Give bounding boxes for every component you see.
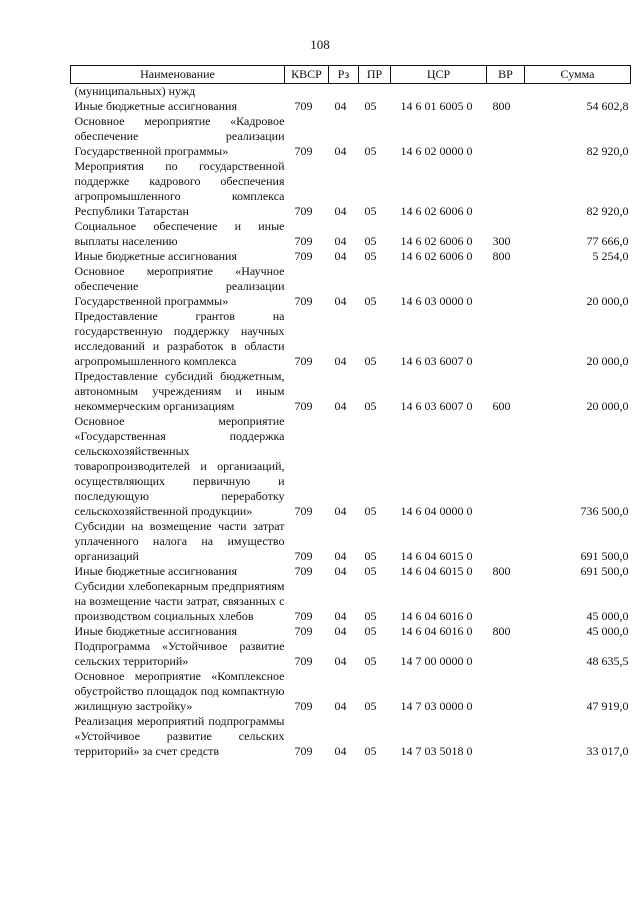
table-row: [71, 219, 631, 249]
col-header-csr: ЦСР: [391, 66, 487, 84]
row-kvsr: 709: [294, 249, 313, 263]
row-rz: [329, 84, 359, 100]
row-name: Основное мероприятие «Научное обеспечение реализации Государственной программы»: [74, 264, 285, 308]
row-kvsr: 709: [294, 99, 313, 113]
row-pr: 05: [364, 234, 377, 248]
row-csr: 14 7 03 0000 0: [400, 699, 473, 713]
row-rz: 04: [334, 249, 347, 263]
row-kvsr: 709: [294, 549, 313, 563]
row-kvsr: 709: [294, 624, 313, 638]
row-csr: 14 6 02 6006 0: [400, 204, 473, 218]
row-pr: 05: [364, 354, 377, 368]
table-row: [71, 84, 631, 100]
row-csr: 14 6 02 6006 0: [400, 234, 473, 248]
row-vr: [487, 159, 525, 219]
row-csr: 14 7 03 5018 0: [400, 744, 473, 758]
row-csr: 14 7 00 0000 0: [400, 654, 473, 668]
row-csr: 14 6 04 6015 0: [400, 549, 473, 563]
row-rz: 04: [334, 699, 347, 713]
table-row: [71, 159, 631, 219]
row-name: Основное мероприятие «Комплексное обустройство площадок под компактную жилищную застройку»: [74, 669, 285, 713]
row-name: Иные бюджетные ассигнования: [74, 624, 237, 638]
row-rz: 04: [334, 549, 347, 563]
table-row: [71, 99, 631, 114]
row-vr: [487, 309, 525, 369]
table-row: [71, 414, 631, 519]
row-pr: 05: [364, 504, 377, 518]
row-name: Предоставление грантов на государственную поддержку научных исследований и разработок в области агропромышленного комплекса: [74, 309, 285, 368]
table-row: [71, 669, 631, 714]
row-sum: 691 500,0: [580, 549, 629, 563]
table-row: [71, 114, 631, 159]
table-row: [71, 624, 631, 639]
row-kvsr: [285, 84, 329, 100]
row-csr: 14 6 03 0000 0: [400, 294, 473, 308]
col-header-kvsr: КВСР: [285, 66, 329, 84]
row-sum: 77 666,0: [586, 234, 629, 248]
row-kvsr: 709: [294, 744, 313, 758]
row-vr: 800: [492, 249, 511, 263]
table-row: [71, 579, 631, 624]
col-header-rz: Рз: [329, 66, 359, 84]
row-name: Иные бюджетные ассигнования: [74, 249, 237, 263]
row-rz: 04: [334, 609, 347, 623]
row-vr: [487, 414, 525, 519]
row-rz: 04: [334, 294, 347, 308]
row-name: Субсидии хлебопекарным предприятиям на возмещение части затрат, связанных с производством социальных хлебов: [74, 579, 285, 623]
table-row: [71, 519, 631, 564]
row-pr: 05: [364, 249, 377, 263]
col-header-name: Наименование: [71, 66, 285, 84]
table-header: [71, 66, 631, 84]
row-csr: 14 6 01 6005 0: [400, 99, 473, 113]
row-csr: [391, 84, 487, 100]
row-sum: 20 000,0: [586, 294, 629, 308]
row-pr: 05: [364, 744, 377, 758]
row-rz: 04: [334, 144, 347, 158]
row-rz: 04: [334, 654, 347, 668]
row-name: Предоставление субсидий бюджетным, автономным учреждениям и иным некоммерческим организациям: [74, 369, 285, 413]
table-row: [71, 369, 631, 414]
row-vr: 600: [492, 399, 511, 413]
page-number: 108: [310, 37, 330, 52]
row-vr: 800: [492, 564, 511, 578]
row-kvsr: 709: [294, 609, 313, 623]
row-kvsr: 709: [294, 234, 313, 248]
row-csr: 14 6 04 6016 0: [400, 624, 473, 638]
row-pr: 05: [364, 294, 377, 308]
table-row: [71, 714, 631, 759]
row-sum: 54 602,8: [586, 99, 629, 113]
table-row: [71, 309, 631, 369]
col-header-pr: ПР: [359, 66, 391, 84]
row-pr: 05: [364, 144, 377, 158]
row-kvsr: 709: [294, 354, 313, 368]
row-pr: 05: [364, 99, 377, 113]
row-csr: 14 6 04 6016 0: [400, 609, 473, 623]
row-sum: 48 635,5: [586, 654, 629, 668]
row-pr: 05: [364, 609, 377, 623]
row-sum: 736 500,0: [580, 504, 629, 518]
row-kvsr: 709: [294, 654, 313, 668]
row-name: Мероприятия по государственной поддержке кадрового обеспечения агропромышленного комплекса Республики Татарстан: [74, 159, 285, 218]
row-kvsr: 709: [294, 504, 313, 518]
row-vr: [487, 84, 525, 100]
budget-table: [70, 65, 631, 759]
row-vr: 800: [492, 624, 511, 638]
row-kvsr: 709: [294, 144, 313, 158]
row-rz: 04: [334, 99, 347, 113]
row-sum: 5 254,0: [592, 249, 629, 263]
row-kvsr: 709: [294, 564, 313, 578]
col-header-vr: ВР: [487, 66, 525, 84]
row-sum: 82 920,0: [586, 204, 629, 218]
row-sum: 47 919,0: [586, 699, 629, 713]
row-csr: 14 6 04 0000 0: [400, 504, 473, 518]
row-name: Иные бюджетные ассигнования: [74, 99, 237, 113]
row-rz: 04: [334, 624, 347, 638]
row-name: Иные бюджетные ассигнования: [74, 564, 237, 578]
row-sum: 82 920,0: [586, 144, 629, 158]
row-pr: 05: [364, 399, 377, 413]
row-name: Подпрограмма «Устойчивое развитие сельских территорий»: [74, 639, 285, 668]
row-vr: [487, 714, 525, 759]
row-pr: 05: [364, 699, 377, 713]
row-name: (муниципальных) нужд: [74, 84, 196, 98]
table-row: [71, 639, 631, 669]
row-vr: [487, 669, 525, 714]
row-kvsr: 709: [294, 204, 313, 218]
row-pr: [359, 84, 391, 100]
row-sum: 20 000,0: [586, 399, 629, 413]
row-vr: [487, 264, 525, 309]
row-name: Основное мероприятие «Кадровое обеспечение реализации Государственной программы»: [74, 114, 285, 158]
table-body: [71, 84, 631, 760]
row-rz: 04: [334, 744, 347, 758]
row-csr: 14 6 02 6006 0: [400, 249, 473, 263]
row-rz: 04: [334, 564, 347, 578]
row-sum: [525, 84, 631, 100]
row-rz: 04: [334, 504, 347, 518]
row-csr: 14 6 03 6007 0: [400, 399, 473, 413]
col-header-sum: Сумма: [525, 66, 631, 84]
row-pr: 05: [364, 564, 377, 578]
row-sum: 45 000,0: [586, 624, 629, 638]
row-pr: 05: [364, 624, 377, 638]
row-csr: 14 6 04 6015 0: [400, 564, 473, 578]
row-kvsr: 709: [294, 399, 313, 413]
row-name: Социальное обеспечение и иные выплаты населению: [74, 219, 285, 248]
table-row: [71, 264, 631, 309]
row-kvsr: 709: [294, 294, 313, 308]
row-rz: 04: [334, 204, 347, 218]
row-sum: 45 000,0: [586, 609, 629, 623]
row-vr: [487, 114, 525, 159]
row-vr: 300: [492, 234, 511, 248]
row-sum: 20 000,0: [586, 354, 629, 368]
row-csr: 14 6 02 0000 0: [400, 144, 473, 158]
row-vr: [487, 579, 525, 624]
row-name: Основное мероприятие «Государственная поддержка сельскохозяйственных товаропроизводителей и организаций, осуществляющих первичную и последующую переработку сельскохозяйственной продукции»: [74, 414, 285, 518]
row-vr: [487, 519, 525, 564]
row-pr: 05: [364, 204, 377, 218]
row-rz: 04: [334, 354, 347, 368]
row-vr: 800: [492, 99, 511, 113]
table-row: [71, 249, 631, 264]
row-csr: 14 6 03 6007 0: [400, 354, 473, 368]
row-kvsr: 709: [294, 699, 313, 713]
row-vr: [487, 639, 525, 669]
row-sum: 691 500,0: [580, 564, 629, 578]
row-sum: 33 017,0: [586, 744, 629, 758]
table-row: [71, 564, 631, 579]
row-pr: 05: [364, 549, 377, 563]
row-rz: 04: [334, 399, 347, 413]
row-name: Субсидии на возмещение части затрат уплаченного налога на имущество организаций: [74, 519, 285, 563]
row-name: Реализация мероприятий подпрограммы «Устойчивое развитие сельских территорий» за счет средств: [74, 714, 285, 758]
row-rz: 04: [334, 234, 347, 248]
row-pr: 05: [364, 654, 377, 668]
